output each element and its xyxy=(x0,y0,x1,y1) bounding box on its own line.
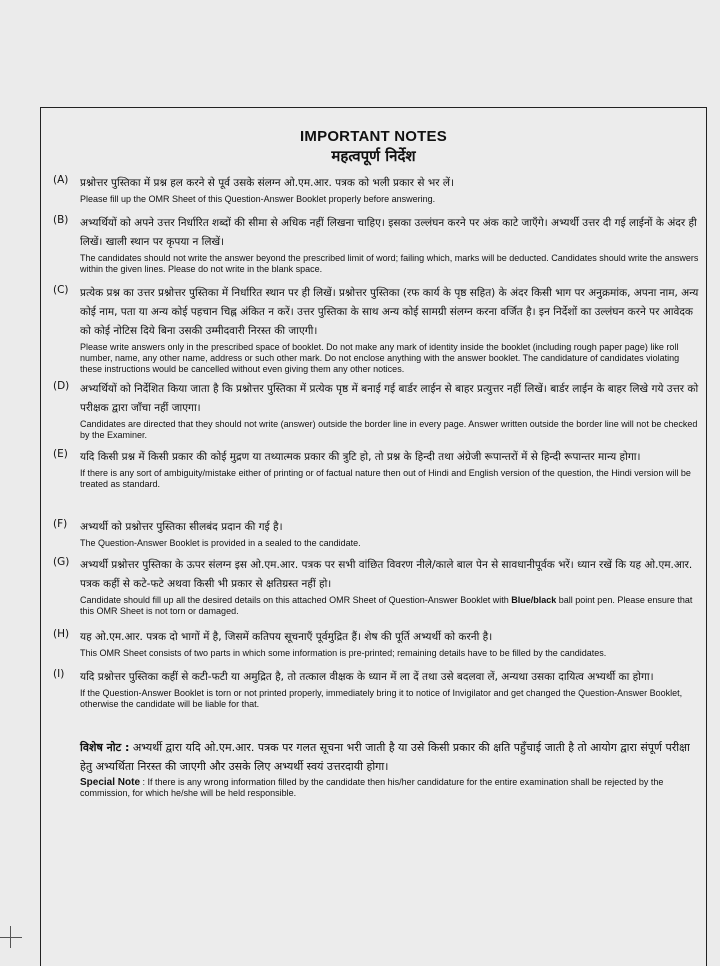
note-english: The candidates should not write the answer beyond the prescribed limit of word; failing which, marks will be deducted. Candidates should write the answers within the given lines. Please do not write in the blank space. xyxy=(80,253,699,274)
title-hi: महत्वपूर्ण निर्देश xyxy=(331,147,416,165)
note-hindi: अभ्यर्थी को प्रश्नोत्तर पुस्तिका सीलबंद प्रदान की गई है। xyxy=(80,521,283,533)
note-label: (H) xyxy=(53,628,70,640)
note-english-post: ball point pen. Please ensure that this OMR Sheet is not torn or damaged. xyxy=(80,595,693,616)
note-english: Please fill up the OMR Sheet of this Question-Answer Booklet properly before answering. xyxy=(80,194,436,204)
note-hindi: अभ्यर्थी प्रश्नोत्तर पुस्तिका के ऊपर संलग्न इस ओ.एम.आर. पत्रक पर सभी वांछित विवरण नीले/काले बाल पेन से सावधानीपूर्वक भरें। ध्यान रखें कि यह ओ.एम.आर. पत्रक कहीं से कटे-फटे अथवा किसी भी प्रकार से क्षतिग्रस्त नहीं हो। xyxy=(80,559,693,590)
note-f xyxy=(53,518,703,549)
special-note-hindi xyxy=(80,738,703,776)
note-label: (I) xyxy=(53,668,65,680)
note-english: Please write answers only in the prescribed space of booklet. Do not make any mark of identity inside the booklet (including rough paper page) like roll number, name, any other name, address or such other mark. Do not enclose anything with the answer booklet. The candidature of candidates violating these instructions would be cancelled without even giving them any other notices. xyxy=(80,342,680,374)
note-c xyxy=(53,284,703,375)
note-label: (G) xyxy=(53,556,70,568)
note-label: (F) xyxy=(53,518,68,530)
note-d xyxy=(53,380,703,441)
note-hindi: यदि किसी प्रश्न में किसी प्रकार की कोई मुद्रण या तथ्यात्मक प्रकार की त्रुटि हो, तो प्रश्न के हिन्दी तथा अंग्रेजी रूपान्तरों में से हिन्दी रूपान्तर मान्य होगा। xyxy=(80,451,641,463)
note-english-pre: Candidate should fill up all the desired details on this attached OMR Sheet of Question-Answer Booklet with xyxy=(80,595,512,605)
special-note-english xyxy=(80,777,703,799)
note-label: (C) xyxy=(53,284,69,296)
note-hindi: यदि प्रश्नोत्तर पुस्तिका कहीं से कटी-फटी या अमुद्रित है, तो तत्काल वीक्षक के ध्यान में ला दें तथा उसे बदलवा लें, अन्यथा उसका दायित्व अभ्यर्थी का होगा। xyxy=(80,671,654,683)
note-english: If there is any sort of ambiguity/mistake either of printing or of factual nature then out of Hindi and English version of the question, the Hindi version will be treated as standard. xyxy=(80,468,691,489)
note-hindi: प्रत्येक प्रश्न का उत्तर प्रश्नोत्तर पुस्तिका में निर्धारित स्थान पर ही लिखें। प्रश्नोत्तर पुस्तिका (रफ कार्य के पृष्ठ सहित) के अंदर किसी भाग पर अनुक्रमांक, अपना नाम, अन्य कोई नाम, पता या अन्य कोई पहचान चिह्न अंकित न करें। उत्तर पुस्तिका के साथ अन्य कोई सामग्री संलग्न करना वर्जित है। इन निर्देशों का उल्लंघन करने पर आवेदक को कोई नोटिस दिये बिना उसकी उम्मीदवारी निरस्त की जाएगी। xyxy=(80,287,699,337)
note-english: If the Question-Answer Booklet is torn or not printed properly, immediately bring it to notice of Invigilator and get changed the Question-Answer Booklet, otherwise the candidate will be liable for that. xyxy=(80,688,683,709)
registration-mark-icon xyxy=(0,926,22,948)
note-hindi: यह ओ.एम.आर. पत्रक दो भागों में है, जिसमें कतिपय सूचनाएँ पूर्वमुद्रित हैं। शेष की पूर्ति अभ्यर्थी को करनी है। xyxy=(80,631,493,643)
special-note-hindi-text: अभ्यर्थी द्वारा यदि ओ.एम.आर. पत्रक पर गलत सूचना भरी जाती है या उसे किसी प्रकार की क्षति पहुँचाई जाती है तो आयोग द्वारा संपूर्ण परीक्षा हेतु अभ्यर्थिता निरस्त की जाएगी और उसके लिए अभ्यर्थी स्वयं उत्तरदायी होगा। xyxy=(80,741,690,773)
title-en: IMPORTANT NOTES xyxy=(300,128,447,145)
note-english-bold: Blue/black xyxy=(511,595,557,605)
note-hindi: अभ्यर्थियों को अपने उत्तर निर्धारित शब्दों की सीमा से अधिक नहीं लिखना चाहिए। इसका उल्लंघन करने पर अंक काटे जाएँगे। अभ्यर्थी उत्तर दी गई लाईनों के अंदर ही लिखें। खाली स्थान पर कृपया न लिखें। xyxy=(80,217,697,248)
note-a xyxy=(53,174,703,205)
special-note-english-text: : If there is any wrong information filled by the candidate then his/her candidature for the entire examination shall be rejected by the commission, for which he/she will be held responsible. xyxy=(80,777,664,798)
note-english: Candidates are directed that they should not write (answer) outside the border line in every page. Answer written outside the border line will not be checked by the Examiner. xyxy=(80,419,698,440)
note-h xyxy=(53,628,703,659)
special-note-english-label: Special Note xyxy=(80,777,141,788)
note-e xyxy=(53,448,703,490)
note-english: The Question-Answer Booklet is provided in a sealed to the candidate. xyxy=(80,538,361,548)
note-label: (B) xyxy=(53,214,69,226)
note-i xyxy=(53,668,703,710)
special-note-hindi-label: विशेष नोट : xyxy=(80,741,130,754)
note-b xyxy=(53,214,703,275)
note-g xyxy=(53,556,703,617)
note-label: (D) xyxy=(53,380,70,392)
note-label: (E) xyxy=(53,448,68,460)
notes-frame xyxy=(40,107,707,966)
note-hindi: अभ्यर्थियों को निर्देशित किया जाता है कि प्रश्नोत्तर पुस्तिका में प्रत्येक पृष्ठ में बनाई गई बार्डर लाईन से बाहर प्रत्युत्तर नहीं लिखें। बार्डर लाईन के बाहर लिखे गये उत्तर को परीक्षक द्वारा जाँचा नहीं जाएगा। xyxy=(80,383,699,414)
note-label: (A) xyxy=(53,174,69,186)
note-hindi: प्रश्नोत्तर पुस्तिका में प्रश्न हल करने से पूर्व उसके संलग्न ओ.एम.आर. पत्रक को भली प्रकार से भर लें। xyxy=(80,177,454,189)
note-english xyxy=(80,595,703,617)
note-english: This OMR Sheet consists of two parts in which some information is pre-printed; remaining details have to be filled by the candidates. xyxy=(80,648,607,658)
special-note xyxy=(80,738,703,799)
